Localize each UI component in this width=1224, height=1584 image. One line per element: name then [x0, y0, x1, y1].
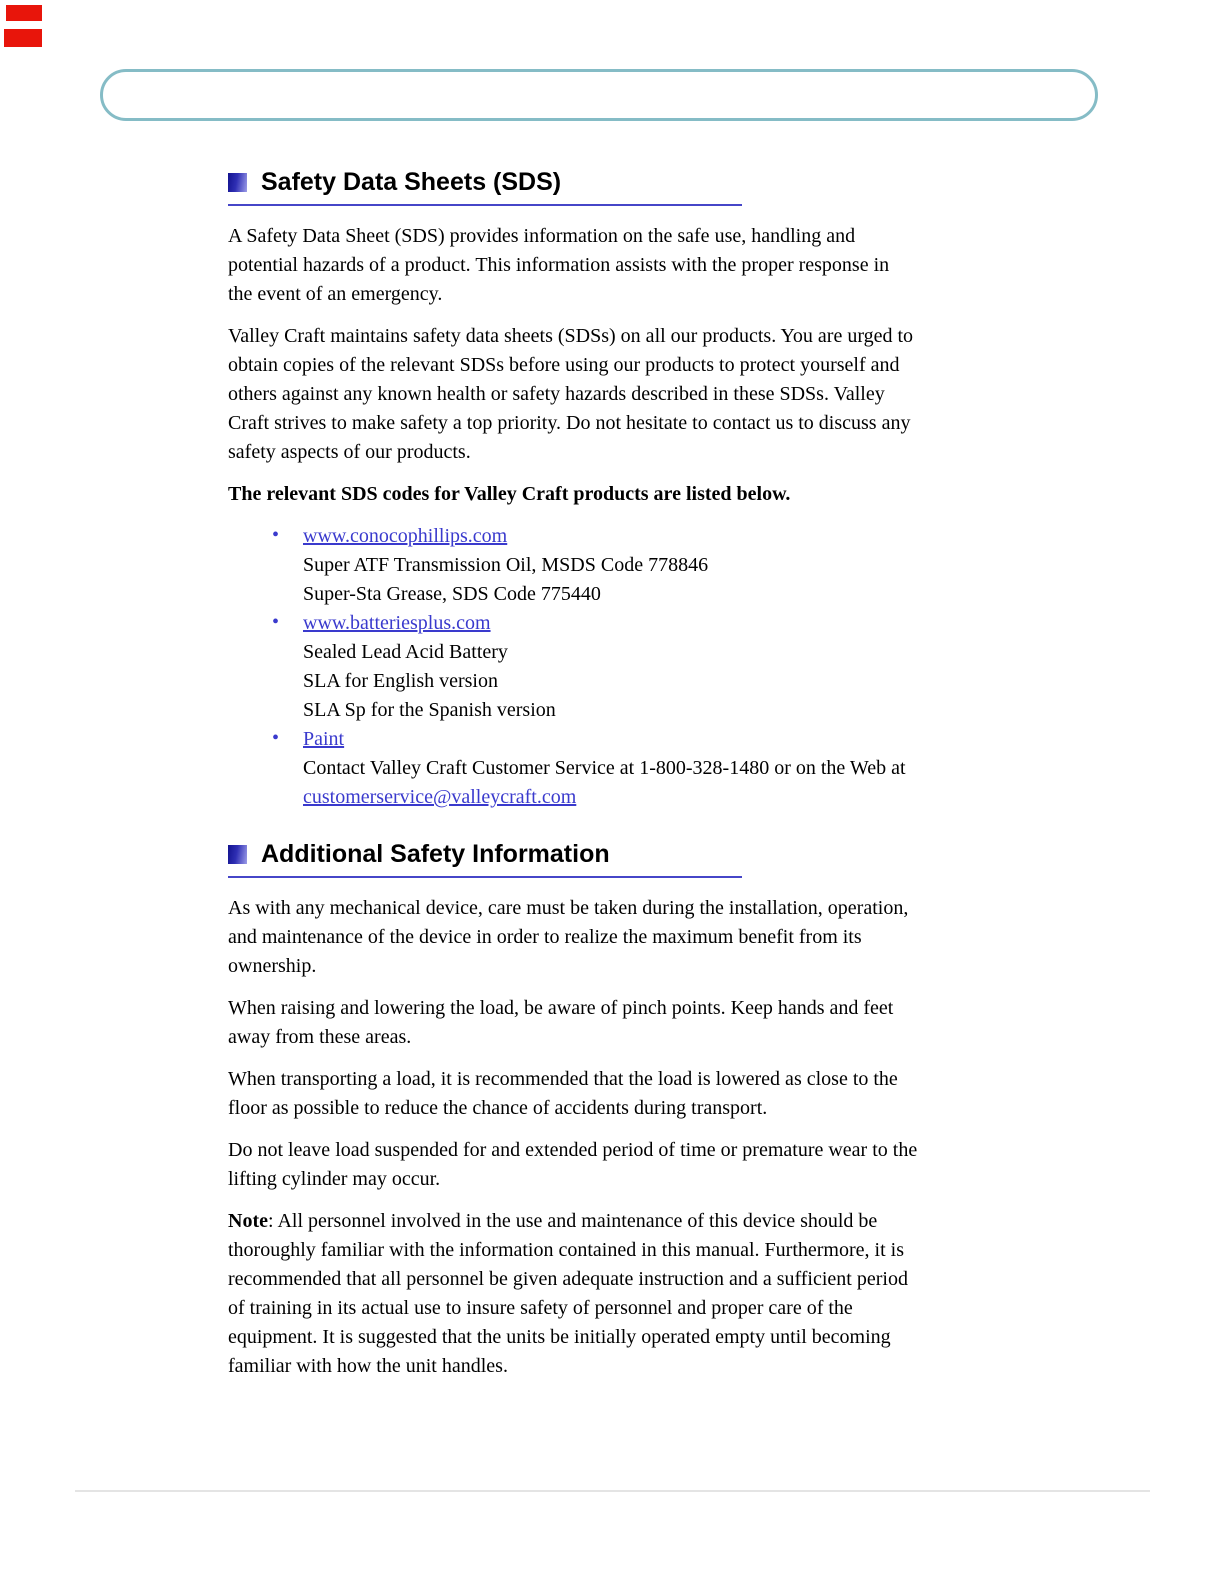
bullet-icon: •	[272, 524, 280, 546]
square-bullet-icon	[228, 845, 247, 864]
link-customer-service-email[interactable]: customerservice@valleycraft.com	[303, 786, 577, 808]
header-outline-box	[100, 69, 1098, 121]
list-item-line: SLA for English version	[303, 670, 498, 692]
paragraph-pinch-points: When raising and lowering the load, be aware of pinch points. Keep hands and feet away from these areas.	[228, 997, 894, 1048]
list-item-line	[303, 754, 918, 812]
contact-text: Contact Valley Craft Customer Service at 1-800-328-1480 or on the Web at	[303, 757, 906, 779]
link-batteriesplus[interactable]: www.batteriesplus.com	[303, 612, 491, 634]
footer-divider	[75, 1490, 1150, 1492]
paragraph-transporting-load: When transporting a load, it is recommended that the load is lowered as close to the floor as possible to reduce the chance of accidents during transport.	[228, 1068, 898, 1119]
section-heading-additional-safety	[228, 840, 742, 878]
paragraph-sds-details: Valley Craft maintains safety data sheets (SDSs) on all our products. You are urged to obtain copies of the relevant SDSs before using our products to protect yourself and others against any known health or safety hazards described in these SDSs. Valley Craft strives to make safety a top priority. Do not hesitate to contact us to discuss any safety aspects of our products.	[228, 325, 914, 463]
note-paragraph	[228, 1207, 918, 1381]
scan-artifact-red-mark	[4, 29, 42, 47]
bullet-icon: •	[272, 727, 280, 749]
list-item-line: Super-Sta Grease, SDS Code 775440	[303, 583, 601, 605]
list-item	[228, 609, 918, 725]
paragraph-sds-intro: A Safety Data Sheet (SDS) provides information on the safe use, handling and potential hazards of a product. This information assists with the proper response in the event of an emergency.	[228, 225, 890, 305]
list-item	[228, 725, 918, 812]
square-bullet-icon	[228, 173, 247, 192]
scan-artifact-red-mark	[6, 5, 42, 21]
section-heading-sds	[228, 168, 742, 206]
page-content	[228, 168, 918, 1394]
list-item-line: Sealed Lead Acid Battery	[303, 641, 508, 663]
list-item-line: Super ATF Transmission Oil, MSDS Code 778846	[303, 554, 709, 576]
paragraph-suspended-load: Do not leave load suspended for and extended period of time or premature wear to the lifting cylinder may occur.	[228, 1139, 918, 1190]
link-conocophillips[interactable]: www.conocophillips.com	[303, 525, 508, 547]
list-item-line: SLA Sp for the Spanish version	[303, 699, 556, 721]
section-title: Additional Safety Information	[261, 840, 610, 868]
bullet-icon: •	[272, 611, 280, 633]
link-paint[interactable]: Paint	[303, 728, 345, 750]
note-label: Note	[228, 1210, 268, 1232]
section-title: Safety Data Sheets (SDS)	[261, 168, 562, 196]
paragraph-sds-codes-lead: The relevant SDS codes for Valley Craft products are listed below.	[228, 483, 791, 505]
list-item	[228, 522, 918, 609]
paragraph-mechanical-device: As with any mechanical device, care must be taken during the installation, operation, and maintenance of the device in order to realize the maximum benefit from its ownership.	[228, 897, 909, 977]
note-text: : All personnel involved in the use and maintenance of this device should be thoroughly familiar with the information contained in this manual. Furthermore, it is recommended that all personnel be given adequate instruction and a sufficient period of training in its actual use to insure safety of personnel and proper care of the equipment. It is suggested that the units be initially operated empty until becoming familiar with how the unit handles.	[228, 1210, 908, 1377]
sds-links-list	[228, 522, 918, 812]
